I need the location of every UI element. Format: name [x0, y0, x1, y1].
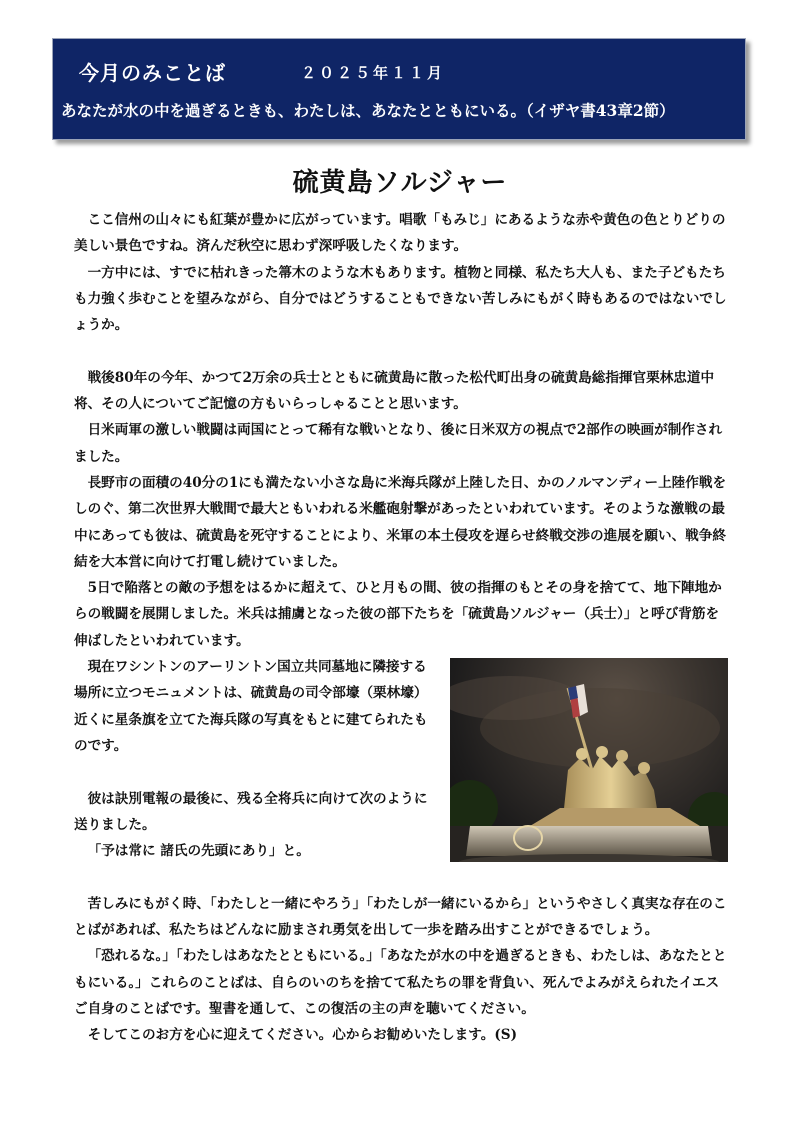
blank-line — [74, 864, 728, 890]
banner-date: ２０２５年１１月 — [301, 64, 446, 82]
monthly-verse-banner — [52, 38, 746, 140]
paragraph: 「恐れるな。」「わたしはあなたとともにいる。」「あなたが水の中を過ぎるときも、わたしは、あなたとともにいる。」これらのことばは、自らのいのちを捨てて私たちの罪を背負い、死んでよみがえられたイエスご自身のことばです。聖書を通して、この復活の主の声を聴いてください。 — [74, 948, 727, 1017]
article-title: 硫黄島ソルジャー — [292, 168, 508, 198]
banner-verse: あなたが水の中を過ぎるときも、わたしは、あなたとともにいる。（イザヤ書43章2節） — [61, 101, 675, 120]
memorial-illustration — [450, 658, 728, 862]
iwo-jima-memorial-photo — [450, 658, 728, 862]
paragraph: 彼は訣別電報の最後に、残る全将兵に向けて次のように送りました。 — [74, 790, 428, 833]
paragraph: 戦後80年の今年、かつて2万余の兵士とともに硫黄島に散った松代町出身の硫黄島総指揮官栗林忠道中将、その人についてご記憶の方もいらっしゃることと思います。 — [74, 369, 715, 413]
paragraph: 日米両軍の激しい戦闘は両国にとって稀有な戦いとなり、後に日米双方の視点で2部作の映画が制作されました。 — [74, 422, 723, 465]
paragraph: ここ信州の山々にも紅葉が豊かに広がっています。唱歌「もみじ」にあるような赤や黄色の色とりどりの美しい景色ですね。済んだ秋空に思わず深呼吸したくなります。 — [74, 212, 726, 255]
paragraph: 一方中には、すでに枯れきった箒木のような木もあります。植物と同様、私たち大人も、また子どもたちも力強く歩むことを望みながら、自分ではどうすることもできない苦しみにもがく時もあるのではないでしょうか。 — [74, 264, 727, 334]
paragraph: そしてこのお方を心に迎えてください。心からお勧めいたします。(S) — [87, 1027, 517, 1044]
blank-line — [74, 338, 728, 364]
banner-title: 今月のみことば — [79, 61, 226, 85]
paragraph: 現在ワシントンのアーリントン国立共同墓地に隣接する場所に立つモニュメントは、硫黄島の司令部壕（栗林壕）近くに星条旗を立てた海兵隊の写真をもとに建てられたものです。 — [74, 659, 428, 754]
paragraph: 「予は常に 諸氏の先頭にあり」と。 — [87, 843, 310, 860]
paragraph: 5日で陥落との敵の予想をはるかに超えて、ひと月もの間、彼の指揮のもとその身を捨てて、地下陣地からの戦闘を展開しました。米兵は捕虜となった彼の部下たちを「硫黄島ソルジャー（兵士）」と呼び背筋を伸ばしたといわれています。 — [74, 580, 722, 649]
article-body — [74, 207, 728, 1049]
paragraph: 苦しみにもがく時、「わたしと一緒にやろう」「わたしが一緒にいるから」というやさしく真実な存在のことばがあれば、私たちはどんなに励まされ勇気を出して一歩を踏み出すことができるでしょう。 — [74, 895, 727, 939]
paragraph: 長野市の面積の40分の1にも満たない小さな島に米海兵隊が上陸した日、かのノルマンディー上陸作戦をしのぐ、第二次世界大戦間で最大ともいわれる米艦砲射撃があったといわれています。そのような激戦の最中にあっても彼は、硫黄島を死守することにより、米軍の本土侵攻を遅らせ終戦交渉の進展を願い、戦争終結を大本営に向けて打電し続けていました。 — [74, 474, 727, 570]
